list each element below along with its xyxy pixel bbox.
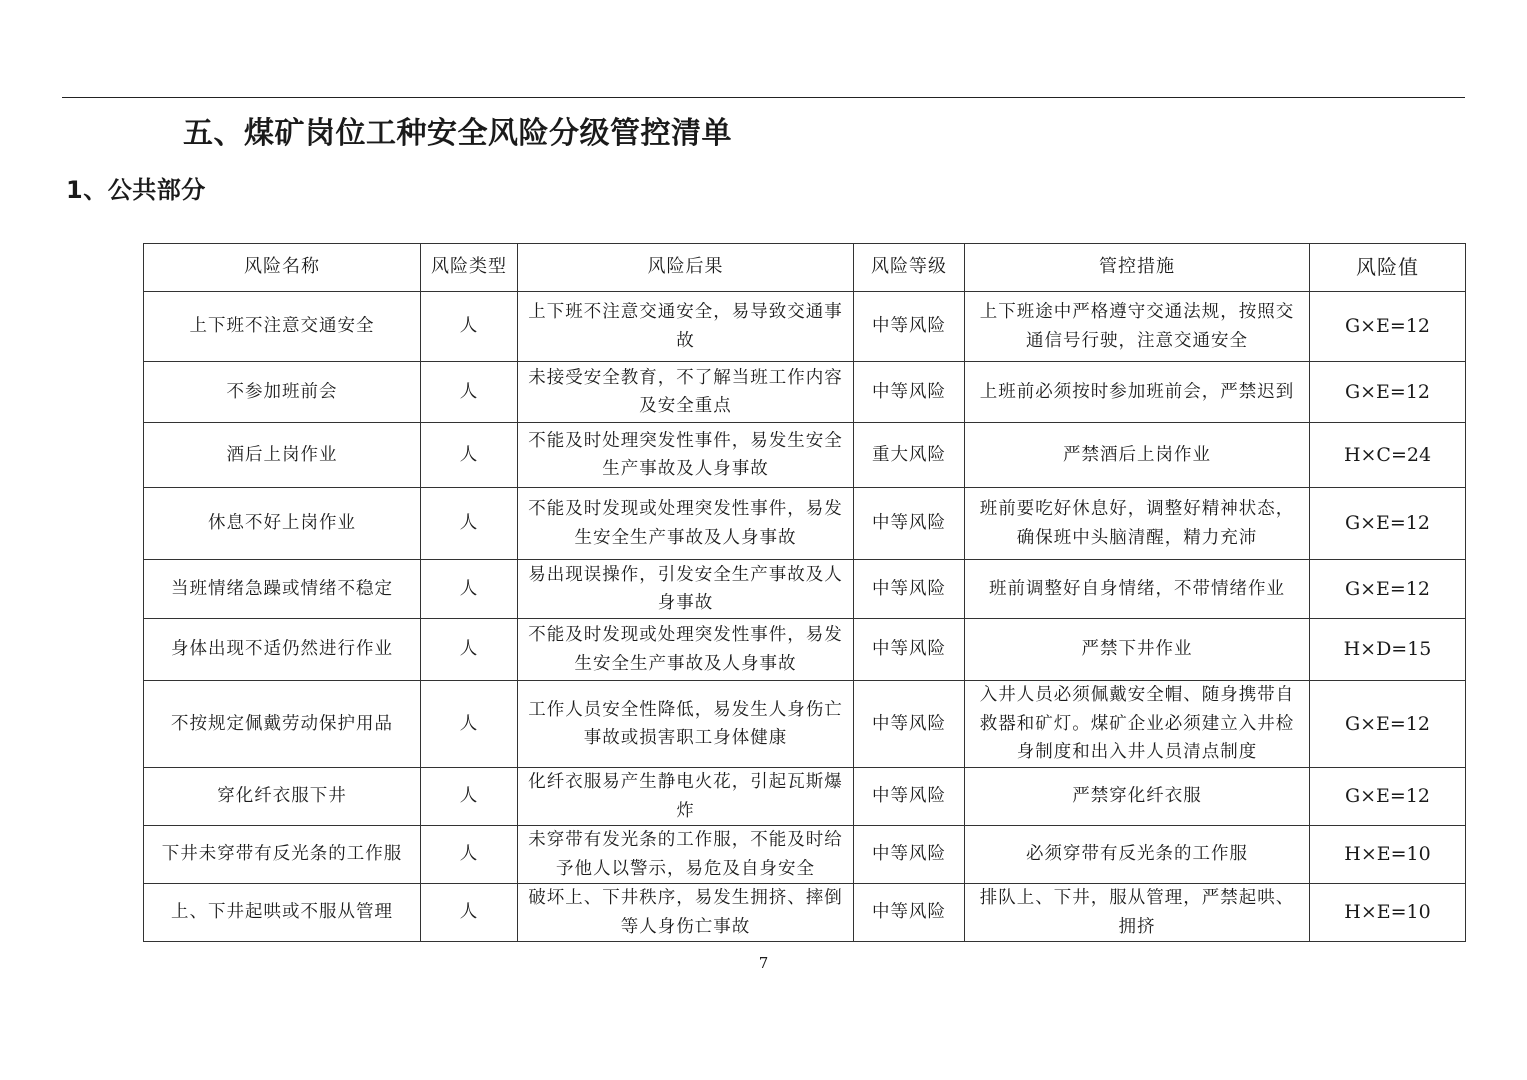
cell-risk-level: 中等风险 bbox=[854, 681, 965, 768]
header-rule bbox=[62, 97, 1465, 98]
cell-risk-level: 中等风险 bbox=[854, 362, 965, 423]
table-row bbox=[144, 423, 1466, 488]
cell-risk-type: 人 bbox=[421, 681, 518, 768]
cell-risk-value: H×C=24 bbox=[1310, 423, 1466, 488]
cell-risk-consequence: 易出现误操作，引发安全生产事故及人身事故 bbox=[518, 560, 854, 619]
cell-risk-value: H×D=15 bbox=[1310, 619, 1466, 681]
table-row bbox=[144, 362, 1466, 423]
cell-risk-value: G×E=12 bbox=[1310, 560, 1466, 619]
cell-risk-name: 穿化纤衣服下井 bbox=[144, 768, 421, 826]
cell-risk-name: 酒后上岗作业 bbox=[144, 423, 421, 488]
cell-risk-consequence: 破坏上、下井秩序，易发生拥挤、摔倒等人身伤亡事故 bbox=[518, 884, 854, 942]
cell-risk-value: G×E=12 bbox=[1310, 488, 1466, 560]
cell-risk-value: G×E=12 bbox=[1310, 362, 1466, 423]
cell-risk-type: 人 bbox=[421, 619, 518, 681]
cell-risk-name: 当班情绪急躁或情绪不稳定 bbox=[144, 560, 421, 619]
cell-control-measure: 严禁下井作业 bbox=[965, 619, 1310, 681]
cell-risk-value: H×E=10 bbox=[1310, 884, 1466, 942]
cell-control-measure: 必须穿带有反光条的工作服 bbox=[965, 826, 1310, 884]
header-risk-level: 风险等级 bbox=[854, 244, 965, 292]
table-row bbox=[144, 884, 1466, 942]
cell-risk-consequence: 不能及时发现或处理突发性事件，易发生安全生产事故及人身事故 bbox=[518, 619, 854, 681]
page-number: 7 bbox=[758, 954, 769, 972]
cell-risk-type: 人 bbox=[421, 560, 518, 619]
table-row bbox=[144, 681, 1466, 768]
sub-title: 1、公共部分 bbox=[66, 176, 206, 204]
cell-risk-name: 身体出现不适仍然进行作业 bbox=[144, 619, 421, 681]
header-control-measure: 管控措施 bbox=[965, 244, 1310, 292]
table-row bbox=[144, 619, 1466, 681]
cell-risk-consequence: 工作人员安全性降低，易发生人身伤亡事故或损害职工身体健康 bbox=[518, 681, 854, 768]
cell-control-measure: 班前要吃好休息好，调整好精神状态，确保班中头脑清醒，精力充沛 bbox=[965, 488, 1310, 560]
cell-control-measure: 严禁穿化纤衣服 bbox=[965, 768, 1310, 826]
cell-risk-name: 不参加班前会 bbox=[144, 362, 421, 423]
cell-control-measure: 上下班途中严格遵守交通法规，按照交通信号行驶，注意交通安全 bbox=[965, 292, 1310, 362]
cell-risk-type: 人 bbox=[421, 423, 518, 488]
cell-risk-name: 上下班不注意交通安全 bbox=[144, 292, 421, 362]
cell-risk-level: 中等风险 bbox=[854, 619, 965, 681]
cell-risk-type: 人 bbox=[421, 768, 518, 826]
table-row bbox=[144, 292, 1466, 362]
cell-risk-type: 人 bbox=[421, 884, 518, 942]
cell-risk-value: G×E=12 bbox=[1310, 768, 1466, 826]
risk-control-table bbox=[143, 243, 1466, 942]
table-row bbox=[144, 488, 1466, 560]
cell-risk-consequence: 未穿带有发光条的工作服，不能及时给予他人以警示，易危及自身安全 bbox=[518, 826, 854, 884]
cell-control-measure: 班前调整好自身情绪，不带情绪作业 bbox=[965, 560, 1310, 619]
cell-risk-value: G×E=12 bbox=[1310, 681, 1466, 768]
cell-risk-level: 中等风险 bbox=[854, 488, 965, 560]
cell-risk-name: 不按规定佩戴劳动保护用品 bbox=[144, 681, 421, 768]
cell-risk-level: 重大风险 bbox=[854, 423, 965, 488]
cell-risk-value: H×E=10 bbox=[1310, 826, 1466, 884]
cell-risk-type: 人 bbox=[421, 488, 518, 560]
cell-risk-type: 人 bbox=[421, 362, 518, 423]
cell-control-measure: 排队上、下井，服从管理，严禁起哄、拥挤 bbox=[965, 884, 1310, 942]
table-row bbox=[144, 826, 1466, 884]
cell-risk-consequence: 不能及时发现或处理突发性事件，易发生安全生产事故及人身事故 bbox=[518, 488, 854, 560]
cell-risk-level: 中等风险 bbox=[854, 560, 965, 619]
cell-risk-consequence: 上下班不注意交通安全，易导致交通事故 bbox=[518, 292, 854, 362]
cell-risk-level: 中等风险 bbox=[854, 884, 965, 942]
cell-control-measure: 严禁酒后上岗作业 bbox=[965, 423, 1310, 488]
cell-risk-value: G×E=12 bbox=[1310, 292, 1466, 362]
table-header-row bbox=[144, 244, 1466, 292]
cell-risk-level: 中等风险 bbox=[854, 826, 965, 884]
table-row bbox=[144, 768, 1466, 826]
cell-risk-name: 下井未穿带有反光条的工作服 bbox=[144, 826, 421, 884]
cell-risk-type: 人 bbox=[421, 292, 518, 362]
cell-control-measure: 上班前必须按时参加班前会，严禁迟到 bbox=[965, 362, 1310, 423]
header-risk-name: 风险名称 bbox=[144, 244, 421, 292]
table-row bbox=[144, 560, 1466, 619]
section-title: 五、煤矿岗位工种安全风险分级管控清单 bbox=[183, 116, 732, 151]
header-risk-consequence: 风险后果 bbox=[518, 244, 854, 292]
header-risk-value: 风险值 bbox=[1310, 244, 1466, 292]
header-risk-type: 风险类型 bbox=[421, 244, 518, 292]
cell-risk-consequence: 化纤衣服易产生静电火花，引起瓦斯爆炸 bbox=[518, 768, 854, 826]
cell-risk-level: 中等风险 bbox=[854, 768, 965, 826]
cell-risk-consequence: 未接受安全教育，不了解当班工作内容及安全重点 bbox=[518, 362, 854, 423]
cell-risk-type: 人 bbox=[421, 826, 518, 884]
cell-risk-consequence: 不能及时处理突发性事件，易发生安全生产事故及人身事故 bbox=[518, 423, 854, 488]
cell-risk-level: 中等风险 bbox=[854, 292, 965, 362]
cell-risk-name: 休息不好上岗作业 bbox=[144, 488, 421, 560]
cell-risk-name: 上、下井起哄或不服从管理 bbox=[144, 884, 421, 942]
cell-control-measure: 入井人员必须佩戴安全帽、随身携带自救器和矿灯。煤矿企业必须建立入井检身制度和出入井人员清点制度 bbox=[965, 681, 1310, 768]
